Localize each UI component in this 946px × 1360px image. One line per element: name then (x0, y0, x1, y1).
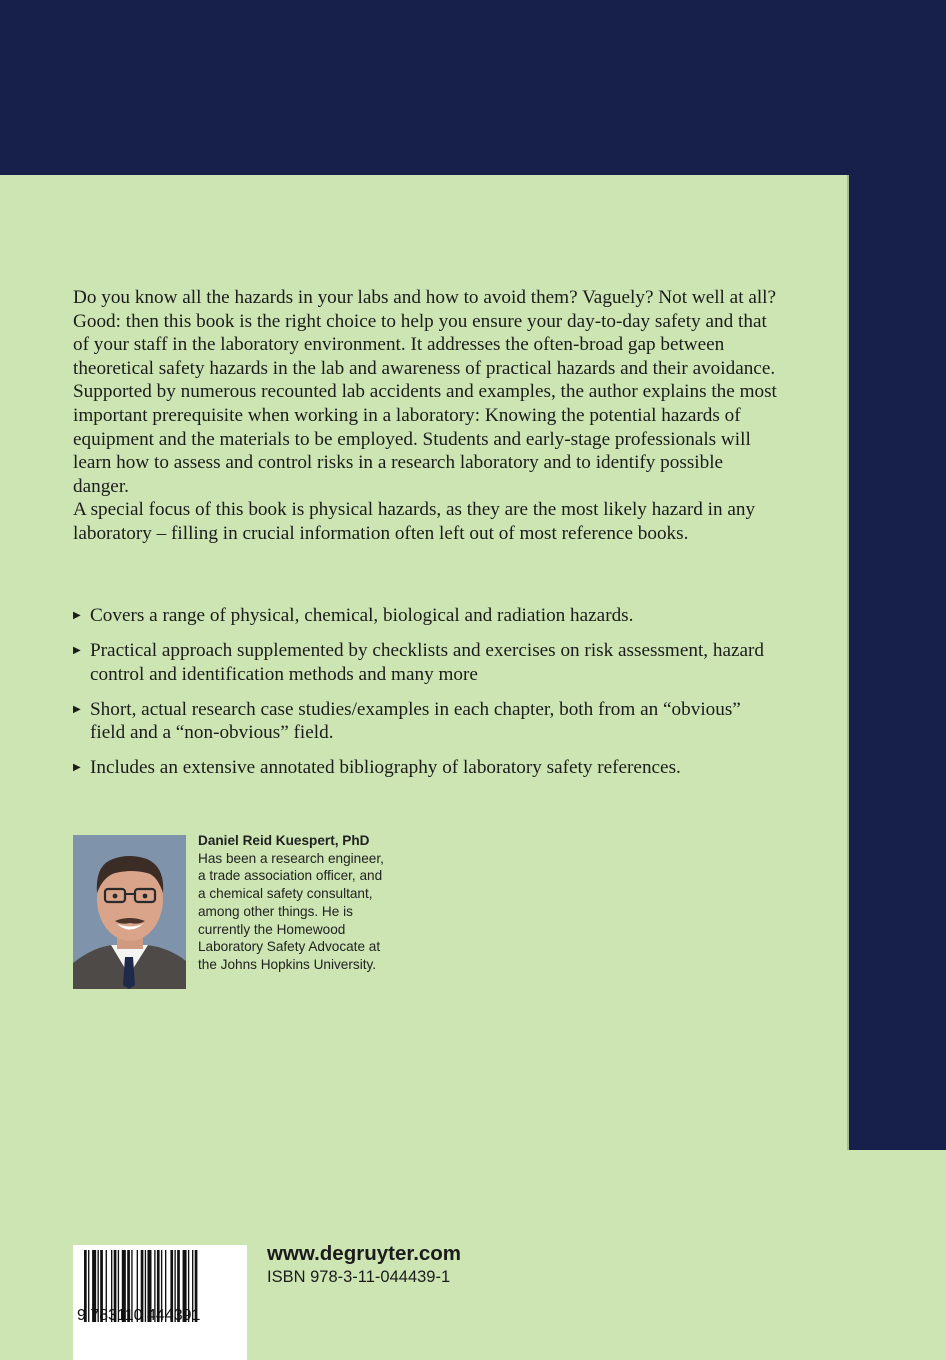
author-name: Daniel Reid Kuespert, PhD (198, 833, 370, 848)
isbn: ISBN 978-3-11-044439-1 (267, 1268, 451, 1286)
blurb-paragraph: Supported by numerous recounted lab accidents and examples, the author explains the most important prerequisite when working in a laboratory: Knowing the potential hazards of equipment and the materials to be employed. Students and early-stage professionals will learn how to assess and control risks in a research laboratory and to identify possible danger. (73, 381, 777, 497)
triangle-bullet-icon: ▶ (73, 762, 81, 774)
feature-item (73, 698, 778, 745)
blurb (73, 286, 778, 546)
feature-text: Includes an extensive annotated bibliography of laboratory safety references. (90, 757, 681, 779)
feature-item (73, 604, 778, 628)
panel-shadow (847, 175, 849, 1150)
author-bio (198, 832, 448, 974)
blurb-paragraph: Do you know all the hazards in your labs and how to avoid them? Vaguely? Not well at all? Good: then this book is the right choice to help you ensure your day-to-day safety and that of your staff in the laboratory environment. It addresses the often-broad gap between theoretical safety hazards in the lab and awareness of practical hazards and their avoidance. (73, 287, 777, 379)
feature-item (73, 756, 778, 780)
blurb-paragraph: A special focus of this book is physical hazards, as they are the most likely hazard in any laboratory – filling in crucial information often left out of most reference books. (73, 499, 756, 544)
author-description: Has been a research engineer, a trade association officer, and a chemical safety consultant, among other things. He is currently the Homewood Laboratory Safety Advocate at the Johns Hopkins University. (198, 850, 384, 972)
spine-strip (849, 1150, 946, 1360)
triangle-bullet-icon: ▶ (73, 703, 81, 715)
triangle-bullet-icon: ▶ (73, 645, 81, 657)
feature-item (73, 639, 778, 686)
publisher-url[interactable]: www.degruyter.com (267, 1242, 462, 1265)
feature-text: Short, actual research case studies/examples in each chapter, both from an “obvious” field and a “non-obvious” field. (90, 698, 741, 744)
triangle-bullet-icon: ▶ (73, 610, 81, 621)
feature-list (73, 604, 778, 792)
feature-text: Covers a range of physical, chemical, biological and radiation hazards. (90, 605, 634, 626)
feature-text: Practical approach supplemented by checklists and exercises on risk assessment, hazard control and identification methods and many more (90, 640, 764, 685)
author-photo (73, 835, 186, 989)
barcode-digits: 9 783110 444391 (77, 1307, 201, 1324)
author-portrait-icon (73, 835, 186, 989)
barcode (73, 1245, 247, 1360)
